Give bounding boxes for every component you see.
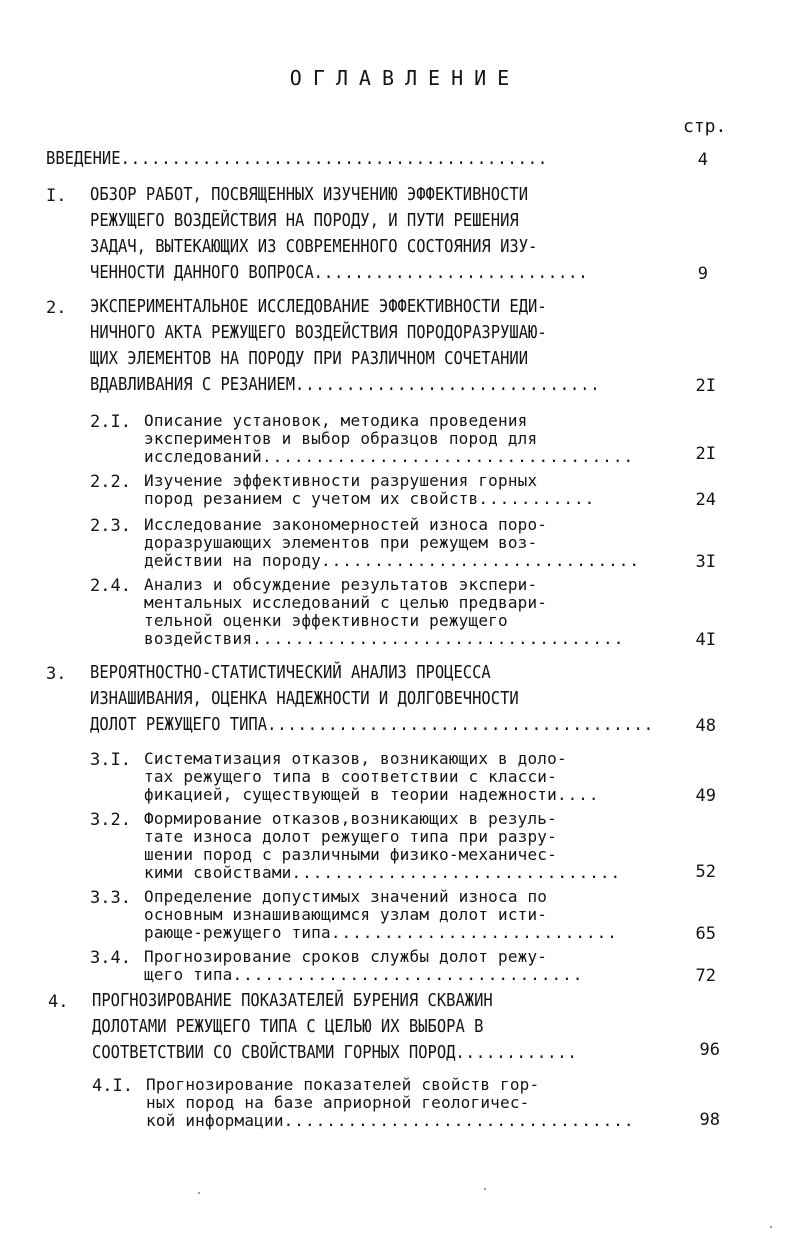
toc-entry-number: 2.4. [90, 576, 131, 596]
leader-dots: ................................... [262, 448, 635, 466]
toc-entry-line: ВЕРОЯТНОСТНО-СТАТИСТИЧЕСКИЙ АНАЛИЗ ПРОЦЕССА [90, 662, 491, 683]
toc-entry-number: 2.I. [90, 412, 131, 432]
leader-dots: ...................................... [267, 714, 654, 735]
toc-entry-line: ОБЗОР РАБОТ, ПОСВЯЩЕННЫХ ИЗУЧЕНИЮ ЭФФЕКТИВНОСТИ [90, 184, 529, 205]
leader-dots: .......................................... [120, 148, 549, 169]
toc-entry-line: экспериментов и выбор образцов пород для [144, 430, 538, 448]
toc-entry-number: 2.2. [90, 472, 131, 492]
toc-entry-line: Анализ и обсуждение результатов экспери- [144, 576, 538, 594]
leader-dots: .... [556, 786, 600, 804]
toc-entry-line: Описание установок, методика проведения [144, 412, 528, 430]
leader-dots: ........................... [313, 262, 589, 283]
toc-entry-page: 48 [695, 716, 716, 736]
toc-entry-line: ных пород на базе априорной геологичес- [146, 1094, 530, 1112]
toc-entry-line: щего типа................................. [144, 966, 584, 984]
toc-entry-line: ВВЕДЕНИЕ.......................................... [46, 148, 549, 169]
toc-entry-section-3-3 [144, 888, 618, 942]
toc-entry-section-2-3 [144, 516, 640, 570]
toc-entry-number: 3.2. [90, 810, 131, 830]
leader-dots: ........... [478, 490, 596, 508]
leader-dots: ................................. [283, 1112, 635, 1130]
page-column-label: стр. [683, 116, 727, 137]
toc-entry-number: 2.3. [90, 516, 131, 536]
toc-entry-number: 3.4. [90, 948, 131, 968]
toc-entry-section-2-2 [144, 472, 595, 508]
toc-entry-line: ПРОГНОЗИРОВАНИЕ ПОКАЗАТЕЛЕЙ БУРЕНИЯ СКВАЖИН [92, 990, 493, 1011]
toc-entry-page: 52 [695, 862, 716, 882]
scan-speck [770, 1226, 772, 1228]
leader-dots: ............................... [291, 864, 622, 882]
toc-entry-section-3-2 [144, 810, 621, 882]
toc-entry-line: действии на породу.............................. [144, 552, 640, 570]
toc-entry-number: 3. [46, 664, 67, 684]
toc-entry-chapter-4 [92, 988, 657, 1066]
toc-entry-line: пород резанием с учетом их свойств........... [144, 490, 596, 508]
toc-entry-page: 49 [695, 786, 716, 806]
toc-entry-page: 9 [697, 264, 708, 284]
toc-entry-page: 2I [695, 376, 716, 396]
toc-entry-line: тах режущего типа в соответствии с класси- [144, 768, 557, 786]
toc-entry-line: Систематизация отказов, возникающих в доло- [144, 750, 567, 768]
toc-entry-line: ДОЛОТ РЕЖУЩЕГО ТИПА...................................... [90, 714, 654, 735]
toc-entry-page: 3I [695, 552, 716, 572]
toc-entry-line: исследований................................... [144, 448, 635, 466]
toc-entry-number: I. [46, 186, 67, 206]
toc-entry-page: 2I [695, 444, 716, 464]
leader-dots: .............................. [295, 374, 601, 395]
toc-entry-number: 3.I. [90, 750, 131, 770]
toc-entry-line: Прогнозирование сроков службы долот режу- [144, 948, 548, 966]
toc-entry-line: ЗАДАЧ, ВЫТЕКАЮЩИХ ИЗ СОВРЕМЕННОГО СОСТОЯНИЯ ИЗУ- [90, 236, 538, 257]
leader-dots: .............................. [321, 552, 640, 570]
toc-entry-chapter-2 [90, 294, 684, 398]
toc-entry-introduction [46, 146, 630, 172]
toc-entry-line: шении пород с различными физико-механичес- [144, 846, 557, 864]
toc-entry-line: Формирование отказов,возникающих в резуль- [144, 810, 557, 828]
toc-entry-line: СООТВЕТСТВИИ СО СВОЙСТВАМИ ГОРНЫХ ПОРОД............ [92, 1042, 578, 1063]
toc-entry-line: тате износа долот режущего типа при разру- [144, 828, 557, 846]
toc-entry-line: Изучение эффективности разрушения горных [144, 472, 538, 490]
toc-entry-section-2-1 [144, 412, 634, 466]
toc-entry-line: НИЧНОГО АКТА РЕЖУЩЕГО ВОЗДЕЙСТВИЯ ПОРОДОРАЗРУШАЮ- [90, 322, 547, 343]
toc-entry-line: Прогнозирование показателей свойств гор- [146, 1076, 540, 1094]
toc-entry-number: 4.I. [92, 1076, 133, 1096]
toc-entry-section-4-1 [146, 1076, 635, 1130]
toc-entry-line: воздействия................................... [144, 630, 625, 648]
toc-entry-line: ментальных исследований с целью предвари- [144, 594, 548, 612]
toc-entry-line: кой информации................................. [146, 1112, 635, 1130]
toc-entry-page: 72 [695, 966, 716, 986]
scan-speck [198, 1192, 200, 1194]
leader-dots: ............ [455, 1042, 578, 1063]
toc-entry-page: 65 [695, 924, 716, 944]
toc-entry-page: 24 [695, 490, 716, 510]
toc-entry-line: РЕЖУЩЕГО ВОЗДЕЙСТВИЯ НА ПОРОДУ, И ПУТИ РЕШЕНИЯ [90, 210, 519, 231]
toc-entry-line: ЧЕННОСТИ ДАННОГО ВОПРОСА........................... [90, 262, 589, 283]
toc-entry-number: 2. [46, 298, 67, 318]
toc-entry-section-3-4 [144, 948, 583, 984]
toc-entry-line: Исследование закономерностей износа поро- [144, 516, 548, 534]
toc-entry-number: 4. [48, 992, 69, 1012]
toc-entry-number: 3.3. [90, 888, 131, 908]
toc-entry-line: рающе-режущего типа........................... [144, 924, 618, 942]
toc-entry-line: ЩИХ ЭЛЕМЕНТОВ НА ПОРОДУ ПРИ РАЗЛИЧНОМ СОЧЕТАНИИ [90, 348, 529, 369]
toc-entry-line: Определение допустимых значений износа по [144, 888, 548, 906]
scan-speck [484, 1188, 486, 1190]
toc-entry-page: 98 [699, 1110, 720, 1130]
toc-entry-page: 4 [697, 150, 708, 170]
leader-dots: ................................. [232, 966, 584, 984]
toc-entry-line: фикацией, существующей в теории надежности.... [144, 786, 600, 804]
toc-entry-line: ИЗНАШИВАНИЯ, ОЦЕНКА НАДЕЖНОСТИ И ДОЛГОВЕЧНОСТИ [90, 688, 519, 709]
toc-entry-line: ЭКСПЕРИМЕНТАЛЬНОЕ ИССЛЕДОВАНИЕ ЭФФЕКТИВНОСТИ ЕДИ- [90, 296, 547, 317]
toc-title: ОГЛАВЛЕНИЕ [289, 66, 521, 90]
toc-entry-section-2-4 [144, 576, 624, 648]
toc-entry-line: тельной оценки эффективности режущего [144, 612, 508, 630]
toc-entry-chapter-3 [90, 660, 746, 738]
toc-entry-line: ДОЛОТАМИ РЕЖУЩЕГО ТИПА С ЦЕЛЬЮ ИХ ВЫБОРА В [92, 1016, 484, 1037]
toc-entry-chapter-1 [90, 182, 670, 286]
leader-dots: ........................... [330, 924, 618, 942]
toc-entry-page: 96 [699, 1040, 720, 1060]
toc-entry-line: ВДАВЛИВАНИЯ С РЕЗАНИЕМ.............................. [90, 374, 601, 395]
leader-dots: ................................... [252, 630, 625, 648]
toc-entry-line: доразрушающих элементов при режущем воз- [144, 534, 538, 552]
toc-entry-line: основным изнашивающимся узлам долот исти- [144, 906, 548, 924]
toc-entry-section-3-1 [144, 750, 600, 804]
toc-entry-line: кими свойствами............................... [144, 864, 622, 882]
toc-entry-page: 4I [695, 630, 716, 650]
